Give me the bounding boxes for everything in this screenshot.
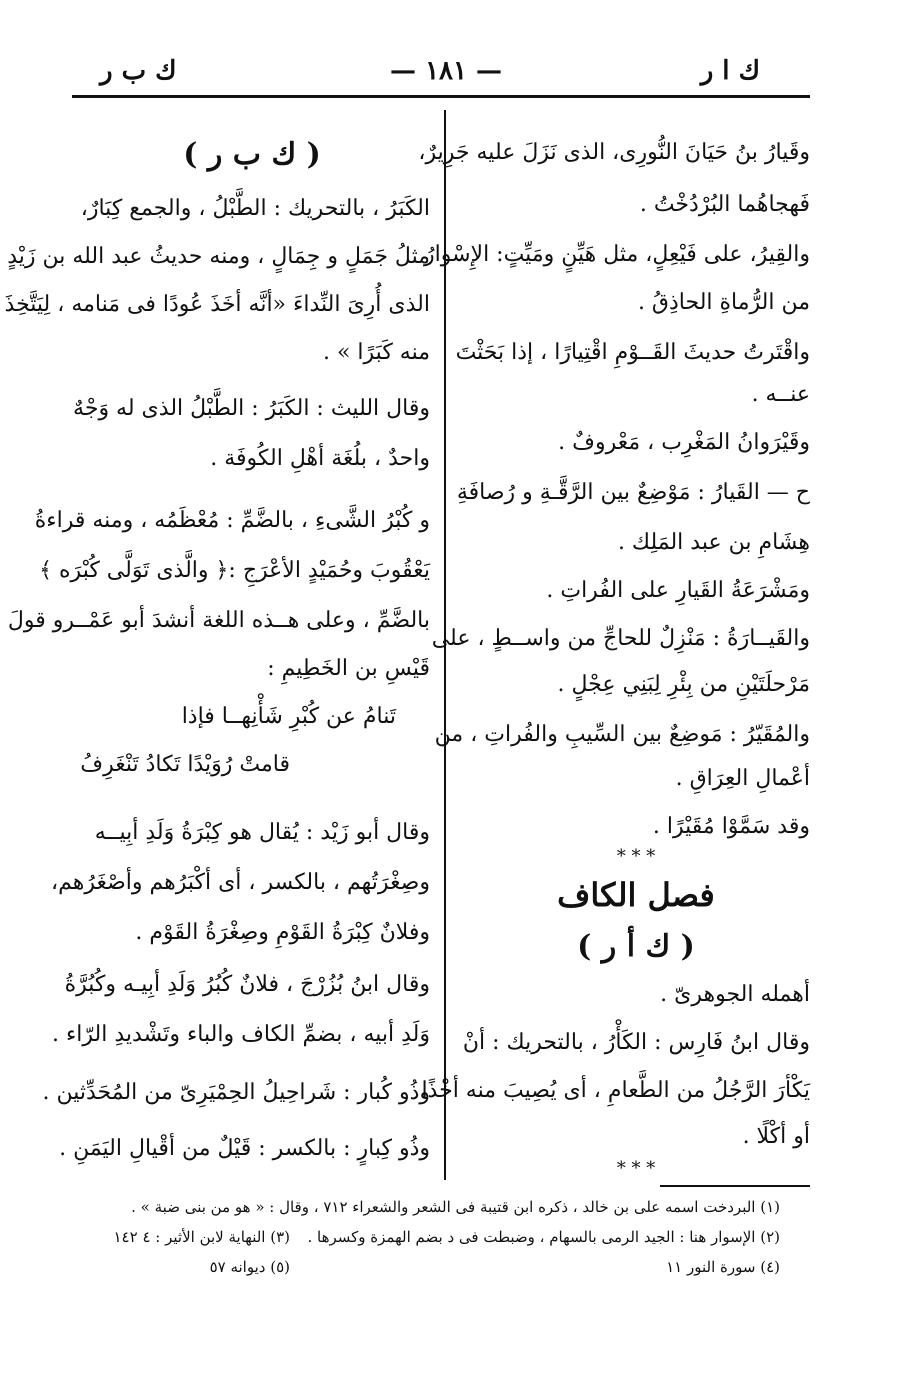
text-line: أهمله الجوهرىّ . [660, 982, 810, 1007]
text-line: يَكْأرَ الرَّجُلُ من الطَّعامِ ، أى يُصِيبَ منه أخْذًا [421, 1078, 810, 1103]
text-line: و كُبْرُ الشَّىءِ ، بالضَّمِّ : مُعْظَمُه ، ومنه قراءةُ [34, 508, 430, 533]
text-line: مثلُ جَمَلٍ و جِمَالٍ ، ومنه حديثُ عبد الله بن زَيْدٍ [7, 244, 430, 269]
text-line: وقد سَمَّوْا مُقَيْرًا . [652, 814, 810, 839]
section-root: ( ك أ ر ) [577, 929, 695, 964]
text-line: فَهجاهُما البُرْدُخْتُ . [639, 192, 810, 217]
verse-line: تَنامُ عن كُبْرِ شَأْنِهــا فإذا [181, 704, 396, 729]
text-line: وذُو كُبار : شَراحِيلُ الحِمْيَرِىّ من المُحَدِّثين . [42, 1080, 430, 1105]
text-line: أو أكْلًا . [742, 1124, 810, 1149]
section-stars: * * * [616, 846, 656, 867]
header-root-right: ك ا ر [700, 56, 760, 86]
page-number: — ١٨١ — [390, 56, 503, 86]
footnote: (١) البردخت اسمه على بن خالد ، ذكره ابن قتيبة فى الشعر والشعراء ٧١٢ ، وقال : « هو من بنى ضبة » . [131, 1198, 780, 1216]
text-line: هِشَامِ بن عبد المَلِك . [617, 530, 810, 555]
section-title: فصل الكاف [557, 876, 715, 914]
text-line: وذُو كِبارٍ : بالكسر : قَيْلٌ من أقْيالِ اليَمَنِ . [59, 1136, 430, 1161]
text-line: قَيْسِ بن الخَطِيمِ : [267, 656, 430, 681]
text-line: واحدٌ ، بلُغَة أهْلِ الكُوفَة . [210, 446, 430, 471]
text-line: وقال ابنُ فَارِس : الكَأْرُ ، بالتحريك : أنْ [462, 1030, 810, 1055]
text-line: منه كَبَرًا » . [322, 340, 430, 365]
text-line: من الرُّماةِ الحاذِقُ . [637, 290, 810, 315]
text-line: مَرْحلَتَيْنِ من بِئْرِ لِبَنِي عِجْلٍ . [557, 672, 810, 697]
right-column [418, 124, 810, 1184]
text-line: وَلَدِ أبيه ، بضمِّ الكاف والباء وتَشْديدِ الرّاء . [51, 1022, 430, 1047]
text-line: واقْتَرتُ حديثَ القَــوْمِ اقْتِيارًا ، إذا بَحَثْتَ [455, 340, 810, 365]
text-line: بالضَّمِّ ، وعلى هــذه اللغة أنشدَ أبو عَمْــرو قولَ [7, 608, 430, 633]
text-line: والقَيــارَةُ : مَنْزِلٌ للحاجِّ من واســطٍ ، على [431, 626, 810, 651]
text-line: وقال الليث : الكَبَرُ : الطَّبْلُ الذى له وَجْهٌ [73, 396, 430, 421]
text-line: الكَبَرُ ، بالتحريك : الطَّبْلُ ، والجمع كِبَارٌ، [80, 196, 430, 221]
header-rule [72, 95, 810, 98]
text-line: ومَشْرَعَةُ القَيارِ على الفُراتِ . [546, 578, 810, 603]
header-root-left: ك ب ر [100, 56, 177, 86]
entry-root: ( ك ب ر ) [183, 137, 321, 172]
text-line: ح — القَيارُ : مَوْضِعٌ بين الرَّقَّـةِ و رُصافَةِ [456, 480, 810, 505]
footnote-rule [660, 1185, 810, 1187]
text-line: وفلانٌ كِبْرَةُ القَوْمِ وصِغْرَةُ القَوْم . [135, 920, 430, 945]
text-line: وصِغْرَتُهم ، بالكسر ، أى أكْبَرُهم وأصْغَرُهم، [50, 870, 430, 895]
text-line: الذى أُرِىَ النِّداءَ «أنَّه أخَذَ عُودًا فى مَنامه ، لِيَتَّخِذَ [4, 292, 430, 317]
section-stars: * * * [616, 1158, 656, 1179]
footnote: (٤) سورة النور ١١ [666, 1258, 780, 1276]
text-line: والمُقَيّرُ : مَوضِعٌ بين السِّيبِ والفُراتِ ، من [434, 722, 810, 747]
text-line: والقِيرُ، على فَيْعِلٍ، مثل هَيِّنٍ ومَيِّتٍ: الإِسْوارُ [423, 242, 810, 267]
verse-line: قامتْ رُوَيْدًا تَكادُ تَنْغَرِفُ [80, 752, 290, 777]
footnote: (٥) ديوانه ٥٧ [209, 1258, 290, 1276]
text-line: وقال أبو زَيْد : يُقال هو كِبْرَةُ وَلَدِ أبِيــه [94, 820, 430, 845]
footnotes [113, 1196, 780, 1286]
text-line: وقال ابنُ بُزُرْجَ ، فلانٌ كُبُرُ وَلَدِ أبِيـه وكُبُرَّةُ [64, 972, 430, 997]
text-line: أعْمالِ العِرَاقِ . [675, 766, 810, 791]
text-line: وقَيْرَوانُ المَغْرِب ، مَعْروفٌ . [558, 430, 810, 455]
footnote: (٢) الإسوار هنا : الجيد الرمى بالسهام ، وضبطت فى د بضم الهمزة وكسرها . [307, 1228, 780, 1246]
footnote: (٣) النهاية لابن الأثير : ٤ ١٤٢ [113, 1228, 290, 1246]
text-line: وقَيارُ بنُ حَيَانَ النُّورِى، الذى نَزَلَ عليه جَرِيرٌ، [418, 140, 810, 165]
text-line: عنــه . [751, 382, 810, 407]
left-column [4, 124, 430, 1184]
text-line: يَعْقُوبَ وحُمَيْدٍ الأعْرَجِ :﴿ والَّذى تَوَلَّى كُبْرَه ﴾ [39, 558, 430, 583]
